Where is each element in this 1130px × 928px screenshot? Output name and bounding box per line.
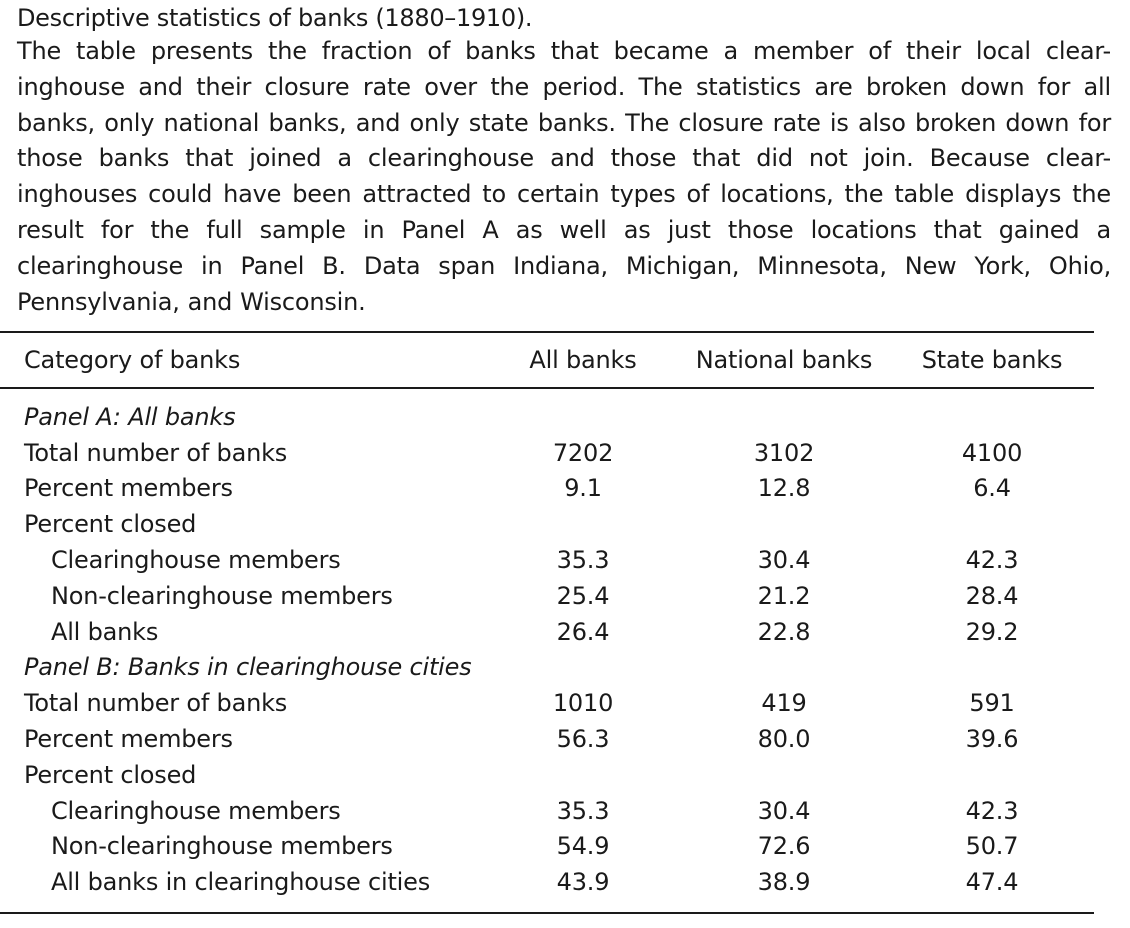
cell-state-banks: 28.4 [965, 581, 1019, 610]
row-label: Total number of banks [24, 689, 288, 718]
cell-state-banks: 39.6 [965, 725, 1019, 754]
caption-text: The table presents the fraction of banks that became a member of their local clear-inghouse and their closure rate over the period. The statistics are broken down for all banks, only national banks, and only state banks. The closure rate is also broken down for those banks that joined a clearinghouse and those that did not join. Because clear-inghouses could have been attracted to certain types of locations, the table displays the result for the full sample in Panel A as well as just those locations that gained a clearinghouse in Panel B. Data span Indiana, Michigan, Minnesota, New York, Ohio, Pennsylvania, and Wisconsin. [17, 37, 1111, 316]
table-row [0, 685, 1094, 721]
cell-national-banks: 72.6 [757, 832, 811, 861]
cell-all-banks: 54.9 [556, 832, 610, 861]
cell-state-banks: 29.2 [965, 617, 1019, 646]
cell-national-banks [678, 757, 890, 793]
row-label: Percent closed [24, 760, 197, 789]
statistics-table [0, 331, 1094, 912]
cell-all-banks: 56.3 [556, 725, 610, 754]
cell-national-banks: 30.4 [757, 796, 811, 825]
cell-all-banks: 35.3 [556, 796, 610, 825]
table-header [0, 332, 1094, 388]
column-header-national-banks: National banks [695, 346, 873, 374]
cell-state-banks: 50.7 [965, 832, 1019, 861]
cell-national-banks: 21.2 [757, 581, 811, 610]
table-row [0, 829, 1094, 865]
cell-state-banks [890, 388, 1094, 435]
cell-all-banks: 26.4 [556, 617, 610, 646]
panel-heading-row [0, 388, 1094, 435]
row-label: All banks in clearinghouse cities [51, 868, 431, 897]
cell-national-banks: 3102 [753, 438, 815, 467]
cell-state-banks: 47.4 [965, 868, 1019, 897]
cell-state-banks: 6.4 [973, 474, 1011, 503]
row-label: Clearinghouse members [51, 546, 341, 575]
table-row [0, 435, 1094, 471]
row-label: Percent closed [24, 510, 197, 539]
cell-national-banks [678, 650, 890, 686]
group-heading-row [0, 757, 1094, 793]
cell-all-banks [488, 650, 678, 686]
column-header-category: Category of banks [24, 346, 241, 374]
table-body [0, 388, 1094, 912]
table-bottom-rule [0, 912, 1094, 914]
row-label: Percent members [24, 725, 233, 754]
cell-national-banks [678, 388, 890, 435]
table-row [0, 578, 1094, 614]
cell-all-banks: 1010 [552, 689, 614, 718]
table-row [0, 542, 1094, 578]
panel-label: Panel A: All banks [24, 402, 236, 431]
cell-all-banks [488, 388, 678, 435]
row-label: Percent members [24, 474, 233, 503]
cell-all-banks: 35.3 [556, 546, 610, 575]
statistics-table-container [0, 331, 1094, 914]
cell-national-banks: 22.8 [757, 617, 811, 646]
panel-heading-row [0, 650, 1094, 686]
table-row [0, 864, 1094, 912]
cell-all-banks: 9.1 [564, 474, 602, 503]
row-label: Non-clearinghouse members [51, 581, 393, 610]
table-row [0, 614, 1094, 650]
cell-state-banks: 42.3 [965, 796, 1019, 825]
caption-title: Descriptive statistics of banks (1880–1910). [17, 4, 533, 32]
cell-state-banks [890, 506, 1094, 542]
table-row [0, 721, 1094, 757]
cell-state-banks [890, 650, 1094, 686]
cell-national-banks: 80.0 [757, 725, 811, 754]
cell-all-banks: 43.9 [556, 868, 610, 897]
cell-all-banks: 25.4 [556, 581, 610, 610]
row-label: Total number of banks [24, 438, 288, 467]
row-label: All banks [51, 617, 159, 646]
cell-state-banks: 4100 [961, 438, 1023, 467]
column-header-state-banks: State banks [921, 346, 1063, 374]
cell-national-banks: 12.8 [757, 474, 811, 503]
cell-national-banks: 419 [761, 689, 807, 718]
panel-label: Panel B: Banks in clearinghouse cities [24, 653, 472, 682]
cell-national-banks: 30.4 [757, 546, 811, 575]
header-row [0, 332, 1094, 388]
table-caption-block [17, 0, 1111, 320]
column-header-all-banks: All banks [529, 346, 637, 374]
cell-all-banks: 7202 [552, 438, 614, 467]
cell-all-banks [488, 506, 678, 542]
cell-national-banks [678, 506, 890, 542]
row-label: Clearinghouse members [51, 796, 341, 825]
cell-all-banks [488, 757, 678, 793]
row-label: Non-clearinghouse members [51, 832, 393, 861]
cell-state-banks [890, 757, 1094, 793]
table-row [0, 793, 1094, 829]
cell-state-banks: 42.3 [965, 546, 1019, 575]
cell-national-banks: 38.9 [757, 868, 811, 897]
table-row [0, 471, 1094, 507]
group-heading-row [0, 506, 1094, 542]
cell-state-banks: 591 [969, 689, 1015, 718]
